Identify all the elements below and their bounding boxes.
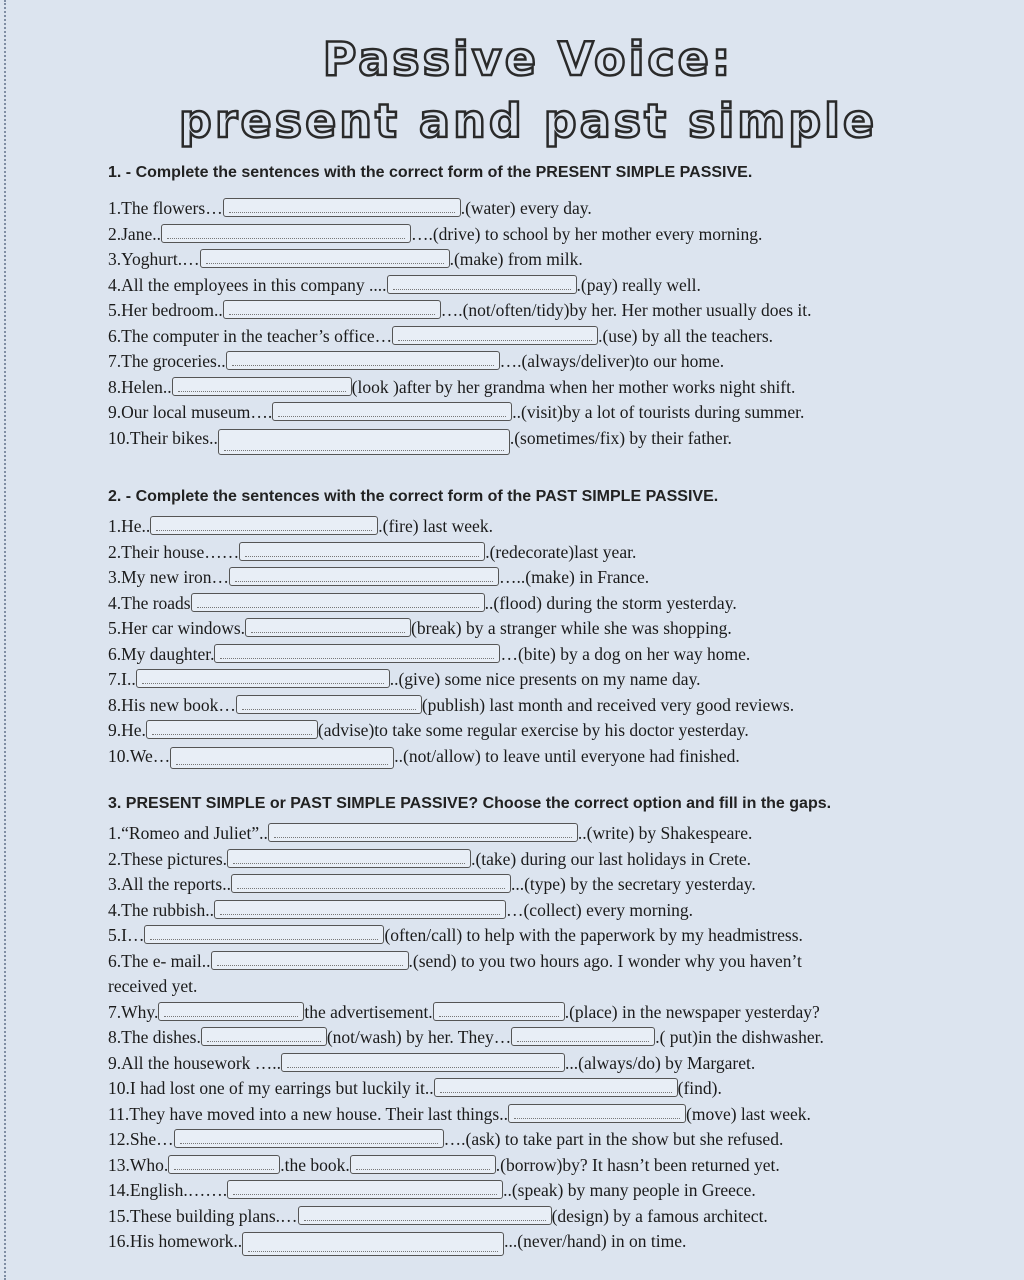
- item-text-before: 3.My new iron…: [108, 567, 230, 587]
- item-text-before: 5.Her bedroom..: [108, 300, 223, 320]
- section-3: [108, 791, 958, 1255]
- exercise-1-item-3: [108, 247, 958, 273]
- title-line-1: Passive Voice:: [322, 32, 734, 86]
- section-2-heading: 2. - Complete the sentences with the correct form of the PAST SIMPLE PASSIVE.: [108, 488, 719, 505]
- exercise-1-item-5: [108, 298, 958, 324]
- item-text-before: 7.Why.: [108, 1001, 159, 1022]
- item-text-before: 6.My daughter.: [108, 643, 215, 664]
- answer-gap-2[interactable]: [511, 1027, 655, 1046]
- answer-gap[interactable]: [229, 567, 499, 586]
- exercise-1-item-10: [108, 426, 958, 452]
- item-text-after: .(send) to you two hours ago. I wonder why you haven’t: [408, 950, 802, 971]
- item-text-after: (advise)to take some regular exercise by his doctor yesterday.: [317, 720, 749, 740]
- item-text-after: …(bite) by a dog on her way home.: [500, 643, 751, 664]
- answer-gap[interactable]: [245, 618, 411, 637]
- item-text-after: .(fire) last week.: [378, 516, 493, 536]
- answer-gap[interactable]: [239, 542, 485, 561]
- exercise-1-item-9: [108, 400, 958, 426]
- item-text-before: 1.“Romeo and Juliet”..: [108, 823, 268, 843]
- item-text-before: 4.All the employees in this company ....: [108, 274, 387, 295]
- item-text-before: 2.These pictures.: [108, 848, 228, 869]
- item-text-before: 15.These building plans.…: [108, 1205, 298, 1226]
- item-text-after: .(place) in the newspaper yesterday?: [564, 1001, 820, 1022]
- item-text-before: 10.Their bikes..: [108, 427, 218, 448]
- answer-gap[interactable]: [211, 951, 409, 970]
- answer-gap[interactable]: [161, 224, 411, 243]
- item-text-middle: .the book.: [280, 1154, 350, 1175]
- exercise-2-item-1: [108, 514, 958, 540]
- item-text-before: 4.The rubbish..: [108, 899, 214, 920]
- exercise-2-item-2: [108, 540, 958, 566]
- exercise-2-item-5: [108, 616, 958, 642]
- item-text-before: 3.Yoghurt.…: [108, 249, 200, 269]
- answer-gap[interactable]: [168, 1155, 280, 1174]
- item-text-before: 12.She…: [108, 1129, 174, 1149]
- answer-gap[interactable]: [170, 747, 394, 769]
- exercise-3-item-11: [108, 1102, 958, 1128]
- item-text-after: …(collect) every morning.: [505, 899, 694, 920]
- item-text-before: 6.The e- mail..: [108, 950, 211, 971]
- section-1-heading: 1. - Complete the sentences with the correct form of the PRESENT SIMPLE PASSIVE.: [108, 164, 753, 181]
- answer-gap[interactable]: [236, 695, 422, 714]
- item-text-after: ….(ask) to take part in the show but she refused.: [443, 1129, 784, 1149]
- answer-gap[interactable]: [223, 198, 461, 217]
- item-text-after: (look )after by her grandma when her mother works night shift.: [351, 376, 796, 397]
- exercise-1-item-6: [108, 324, 958, 350]
- exercise-2-item-10: [108, 744, 958, 770]
- item-text-before: 2.Jane..: [108, 223, 161, 244]
- item-text-before: 16.His homework..: [108, 1231, 243, 1251]
- answer-gap[interactable]: [281, 1053, 565, 1072]
- item-text-before: 1.The flowers…: [108, 198, 223, 218]
- item-text-middle: the advertisement.: [304, 1001, 433, 1022]
- answer-gap[interactable]: [214, 644, 500, 663]
- item-text-before: 10.We…: [108, 745, 171, 766]
- item-text-before: 10.I had lost one of my earrings but luckily it..: [108, 1078, 434, 1098]
- answer-gap[interactable]: [226, 351, 500, 370]
- answer-gap-2[interactable]: [350, 1155, 496, 1174]
- exercise-1-item-1: [108, 196, 958, 222]
- answer-gap[interactable]: [268, 823, 578, 842]
- item-text-before: 5.Her car windows.: [108, 618, 246, 638]
- item-text-before: 9.All the housework …..: [108, 1052, 282, 1073]
- exercise-1-item-7: [108, 349, 958, 375]
- item-text-after: .(borrow)by? It hasn’t been returned yet.: [495, 1154, 780, 1175]
- exercise-3-item-8: [108, 1025, 958, 1051]
- answer-gap[interactable]: [200, 249, 450, 268]
- section-1: [108, 160, 958, 451]
- exercise-3-item-6: [108, 949, 958, 1000]
- exercise-3-item-5: [108, 923, 958, 949]
- item-text-middle: (not/wash) by her. They…: [326, 1027, 512, 1047]
- item-text-before: 3.All the reports..: [108, 874, 231, 894]
- item-text-before: 14.English.…….: [108, 1180, 228, 1200]
- answer-gap[interactable]: [242, 1232, 504, 1256]
- item-text-before: 8.Helen..: [108, 376, 172, 397]
- item-text-after: .(take) during our last holidays in Crete.: [471, 848, 751, 869]
- item-text-after: (find).: [677, 1078, 722, 1098]
- item-text-before: 6.The computer in the teacher’s office…: [108, 325, 393, 346]
- item-text-after: ...(always/do) by Margaret.: [565, 1052, 756, 1073]
- answer-gap[interactable]: [387, 275, 577, 294]
- item-text-before: 9.Our local museum….: [108, 402, 273, 422]
- exercise-3-item-3: [108, 872, 958, 898]
- exercise-2-item-8: [108, 693, 958, 719]
- exercise-2-item-6: [108, 642, 958, 668]
- item-text-after: (publish) last month and received very good reviews.: [421, 694, 795, 715]
- item-text-after: ..(not/allow) to leave until everyone had finished.: [394, 745, 740, 766]
- item-text-after: ….(not/often/tidy)by her. Her mother usually does it.: [440, 300, 812, 320]
- item-text-after: (break) by a stranger while she was shopping.: [411, 618, 732, 638]
- answer-gap[interactable]: [392, 326, 598, 345]
- exercise-1-item-4: [108, 273, 958, 299]
- answer-gap[interactable]: [172, 377, 352, 396]
- item-text-before: 13.Who.: [108, 1154, 169, 1175]
- answer-gap[interactable]: [508, 1104, 686, 1123]
- answer-gap[interactable]: [227, 1180, 503, 1199]
- item-text-continued: received yet.: [108, 976, 198, 996]
- item-text-before: 7.The groceries..: [108, 351, 226, 371]
- item-text-after: ...(type) by the secretary yesterday.: [510, 874, 756, 894]
- item-text-after: .(redecorate)last year.: [485, 541, 637, 562]
- answer-gap[interactable]: [201, 1027, 327, 1046]
- exercise-2-item-3: [108, 565, 958, 591]
- item-text-after: ..(give) some nice presents on my name day.: [389, 669, 701, 689]
- exercise-3-item-16: [108, 1229, 958, 1255]
- item-text-after: .(use) by all the teachers.: [598, 325, 774, 346]
- exercise-3-item-14: [108, 1178, 958, 1204]
- exercise-3-item-7: [108, 1000, 958, 1026]
- item-text-before: 4.The roads: [108, 592, 191, 613]
- exercise-3-item-13: [108, 1153, 958, 1179]
- answer-gap[interactable]: [146, 720, 318, 739]
- item-text-before: 8.His new book…: [108, 694, 236, 715]
- item-text-after: .(make) from milk.: [449, 249, 583, 269]
- answer-gap[interactable]: [223, 300, 441, 319]
- answer-gap[interactable]: [144, 925, 384, 944]
- item-text-after: ..(write) by Shakespeare.: [577, 823, 753, 843]
- exercise-1-item-8: [108, 375, 958, 401]
- section-3-heading: 3. PRESENT SIMPLE or PAST SIMPLE PASSIVE? Choose the correct option and fill in the gaps.: [108, 795, 832, 812]
- item-text-before: 2.Their house……: [108, 541, 240, 562]
- item-text-after: ….(always/deliver)to our home.: [499, 351, 725, 371]
- item-text-after: (often/call) to help with the paperwork by my headmistress.: [384, 925, 803, 945]
- exercise-2-item-7: [108, 667, 958, 693]
- answer-gap-2[interactable]: [433, 1002, 565, 1021]
- item-text-after: .(sometimes/fix) by their father.: [509, 427, 732, 448]
- item-text-after: ..(visit)by a lot of tourists during summer.: [512, 402, 805, 422]
- section-2: [108, 484, 958, 769]
- answer-gap[interactable]: [227, 849, 471, 868]
- item-text-after: ...(never/hand) in on time.: [504, 1231, 687, 1251]
- item-text-after: (move) last week.: [686, 1103, 811, 1124]
- exercise-1-item-2: [108, 222, 958, 248]
- exercise-3-item-9: [108, 1051, 958, 1077]
- item-text-after: .( put)in the dishwasher.: [655, 1027, 824, 1047]
- exercise-2-item-9: [108, 718, 958, 744]
- item-text-after: ..(speak) by many people in Greece.: [503, 1180, 756, 1200]
- item-text-after: ..(flood) during the storm yesterday.: [484, 592, 737, 613]
- item-text-after: .(pay) really well.: [576, 274, 701, 295]
- exercise-3-item-2: [108, 847, 958, 873]
- title-line-2: present and past simple: [178, 94, 878, 148]
- answer-gap[interactable]: [434, 1078, 678, 1097]
- answer-gap[interactable]: [174, 1129, 444, 1148]
- answer-gap[interactable]: [150, 516, 378, 535]
- item-text-before: 8.The dishes.: [108, 1027, 201, 1047]
- answer-gap[interactable]: [231, 874, 511, 893]
- item-text-after: …..(make) in France.: [499, 567, 650, 587]
- item-text-after: .(water) every day.: [460, 198, 592, 218]
- answer-gap[interactable]: [218, 429, 510, 455]
- item-text-before: 1.He..: [108, 516, 151, 536]
- exercise-2-item-4: [108, 591, 958, 617]
- item-text-after: ….(drive) to school by her mother every morning.: [410, 223, 763, 244]
- exercise-3-item-10: [108, 1076, 958, 1102]
- answer-gap[interactable]: [214, 900, 506, 919]
- answer-gap[interactable]: [191, 593, 485, 612]
- answer-gap[interactable]: [298, 1206, 552, 1225]
- item-text-before: 11.They have moved into a new house. Their last things..: [108, 1103, 508, 1124]
- item-text-before: 9.He.: [108, 720, 146, 740]
- item-text-before: 7.I..: [108, 669, 136, 689]
- exercise-3-item-15: [108, 1204, 958, 1230]
- answer-gap[interactable]: [136, 669, 390, 688]
- answer-gap[interactable]: [158, 1002, 304, 1021]
- exercise-3-item-4: [108, 898, 958, 924]
- item-text-before: 5.I…: [108, 925, 145, 945]
- exercise-3-item-12: [108, 1127, 958, 1153]
- answer-gap[interactable]: [272, 402, 512, 421]
- exercise-3-item-1: [108, 821, 958, 847]
- item-text-after: (design) by a famous architect.: [551, 1205, 768, 1226]
